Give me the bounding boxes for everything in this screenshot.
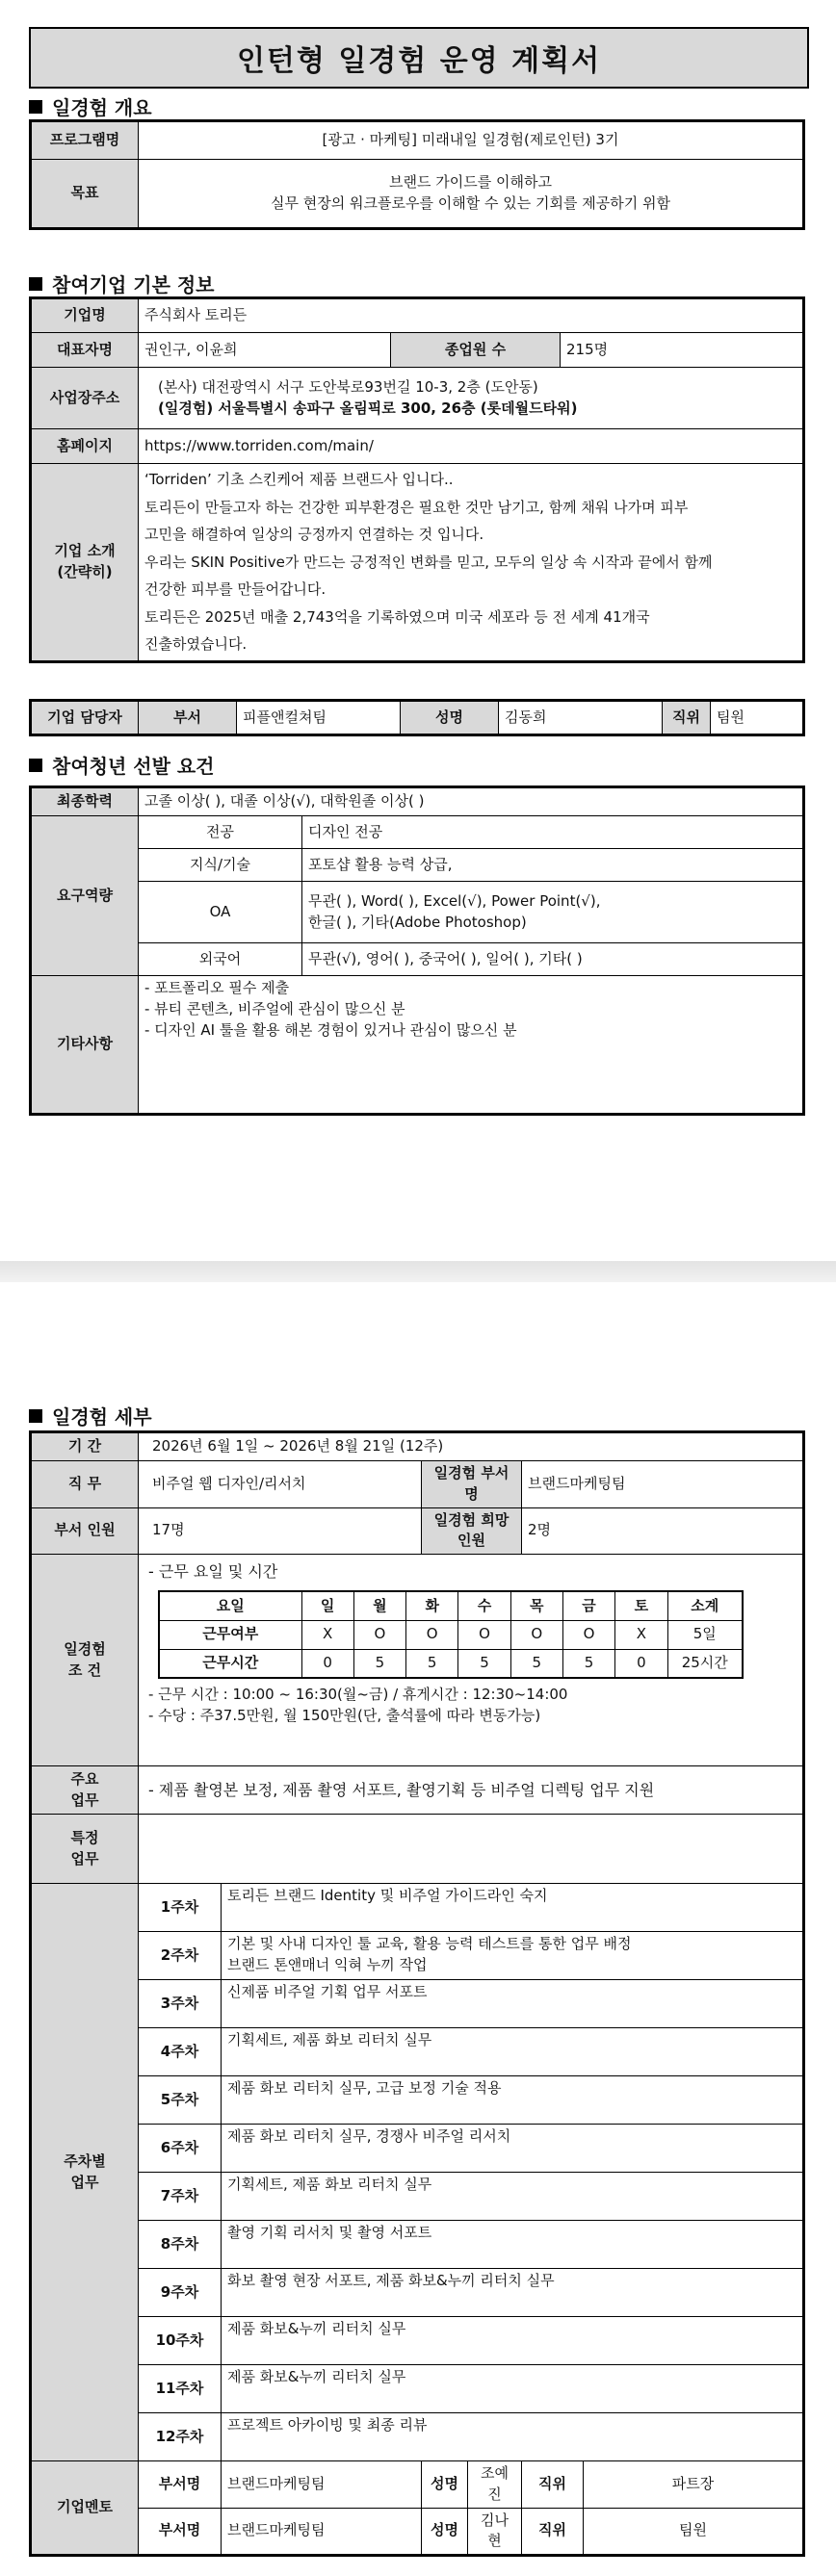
week-label: 11주차 (139, 2365, 222, 2413)
mentor-label: 기업멘토 (31, 2461, 139, 2556)
section-heading-label: 참여청년 선발 요건 (52, 755, 215, 778)
contact-position-value: 팀원 (711, 701, 804, 735)
company-name-value: 주식회사 토리든 (139, 298, 804, 333)
main-duty-value: - 제품 촬영본 보정, 제품 촬영 서포트, 촬영기획 등 비주얼 디렉팅 업무 지원 (139, 1766, 804, 1815)
intro-line: 우리는 SKIN Positive가 만드는 긍정적인 변화를 믿고, 모두의 일상 속 시작과 끝에서 함께 (144, 553, 713, 571)
address-hq: (본사) 대전광역시 서구 도안북로93번길 10-3, 2층 (도안동) (158, 377, 538, 396)
weekly-duty-label (31, 1884, 139, 2461)
skill-value: 포토샵 활용 능력 상급, (302, 849, 804, 882)
skill-label: 지식/기술 (139, 849, 302, 882)
homepage-label: 홈페이지 (31, 429, 139, 464)
goal-label: 목표 (31, 160, 139, 229)
mentor-position-label: 직위 (522, 2508, 584, 2556)
schedule-cell: 25시간 (667, 1649, 743, 1678)
schedule-cell: 0 (301, 1649, 353, 1678)
schedule-header: 소계 (667, 1591, 743, 1620)
intro-line: 토리든은 2025년 매출 2,743억을 기록하였으며 미국 세포라 등 전 세계 41개국 (144, 607, 650, 626)
language-value: 무관(√), 영어( ), 중국어( ), 일어( ), 기타( ) (302, 943, 804, 976)
mentor-dept-value: 브랜드마케팅팀 (222, 2461, 422, 2509)
condition-time: - 근무 시간 : 10:00 ~ 16:30(월~금) / 휴게시간 : 12:30~14:00 (148, 1686, 568, 1704)
mentor-dept-label: 부서명 (139, 2508, 222, 2556)
schedule-header: 토 (615, 1591, 667, 1620)
section-heading-label: 일경험 세부 (52, 1405, 152, 1429)
major-label: 전공 (139, 816, 302, 849)
oa-line: 무관( ), Word( ), Excel(√), Power Point(√), (308, 891, 601, 910)
oa-label: OA (139, 882, 302, 943)
section-heading-label: 일경험 개요 (52, 96, 152, 119)
schedule-header: 일 (301, 1591, 353, 1620)
week-task: 제품 화보 리터치 실무, 경쟁사 비주얼 리서치 (222, 2125, 804, 2173)
special-duty-label-line: 업무 (70, 1849, 99, 1868)
mentor-dept-value: 브랜드마케팅팀 (222, 2508, 422, 2556)
section-heading-overview (29, 92, 152, 120)
week-label: 5주차 (139, 2076, 222, 2125)
competency-label: 요구역량 (31, 816, 139, 976)
intro-label (31, 464, 139, 662)
contact-name-label: 성명 (401, 701, 499, 735)
schedule-header-row (159, 1591, 743, 1620)
goal-value (139, 160, 804, 229)
contact-position-label: 직위 (663, 701, 711, 735)
condition-label (31, 1555, 139, 1766)
special-duty-value (139, 1815, 804, 1884)
week-task: 제품 화보&누끼 리터치 실무 (222, 2317, 804, 2365)
mentor-dept-label: 부서명 (139, 2461, 222, 2509)
week-task: 화보 촬영 현장 서포트, 제품 화보&누끼 리터치 실무 (222, 2269, 804, 2317)
intro-label-line: 기업 소개 (54, 542, 116, 559)
ceo-label: 대표자명 (31, 333, 139, 368)
period-value: 2026년 6월 1일 ~ 2026년 8월 21일 (12주) (139, 1432, 804, 1461)
intro-label-line: (간략히) (57, 562, 113, 580)
etc-label: 기타사항 (31, 976, 139, 1115)
schedule-header: 금 (562, 1591, 614, 1620)
etc-value (139, 976, 804, 1115)
schedule-cell: 5 (510, 1649, 562, 1678)
main-duty-label (31, 1766, 139, 1815)
contact-name-value: 김동희 (499, 701, 663, 735)
oa-value (302, 882, 804, 943)
oa-line: 한글( ), 기타(Adobe Photoshop) (308, 913, 527, 931)
language-label: 외국어 (139, 943, 302, 976)
main-duty-label-line: 주요 (70, 1769, 99, 1788)
week-task: 토리든 브랜드 Identity 및 비주얼 가이드라인 숙지 (222, 1884, 804, 1932)
condition-label-line: 일경험 (64, 1639, 106, 1658)
detail-table (29, 1430, 805, 2557)
intro-line: 진출하였습니다. (144, 635, 248, 653)
overview-table (29, 119, 805, 230)
week-label: 3주차 (139, 1980, 222, 2028)
schedule-row-hours (159, 1649, 743, 1678)
square-bullet-icon (29, 100, 42, 114)
ceo-value: 권인구, 이윤희 (139, 333, 391, 368)
schedule-header: 요일 (159, 1591, 301, 1620)
schedule-cell: 5 (353, 1649, 405, 1678)
section-heading-label: 참여기업 기본 정보 (52, 273, 215, 296)
education-label: 최종학력 (31, 787, 139, 816)
etc-line: - 포트폴리오 필수 제출 (144, 979, 290, 996)
schedule-cell: 5일 (667, 1620, 743, 1649)
week-label: 8주차 (139, 2221, 222, 2269)
mentor-name-value: 조예진 (468, 2461, 522, 2509)
section-heading-detail (29, 1402, 152, 1430)
period-label: 기 간 (31, 1432, 139, 1461)
main-duty-label-line: 업무 (70, 1790, 99, 1809)
contact-dept-label: 부서 (139, 701, 237, 735)
major-value: 디자인 전공 (302, 816, 804, 849)
program-value: [광고 · 마케팅] 미래내일 일경험(제로인턴) 3기 (139, 121, 804, 160)
etc-line: - 뷰티 콘텐츠, 비주얼에 관심이 많으신 분 (144, 999, 405, 1018)
special-duty-label-line: 특정 (70, 1828, 99, 1846)
week-task: 제품 화보 리터치 실무, 고급 보정 기술 적용 (222, 2076, 804, 2125)
requirements-table (29, 786, 805, 1116)
week-task: 기획세트, 제품 화보 리터치 실무 (222, 2028, 804, 2076)
week-label: 2주차 (139, 1932, 222, 1980)
schedule-cell: O (562, 1620, 614, 1649)
week-label: 4주차 (139, 2028, 222, 2076)
hope-count-value: 2명 (522, 1507, 804, 1555)
condition-heading: - 근무 요일 및 시간 (148, 1562, 278, 1581)
weekly-duty-label-line: 주차별 (64, 2151, 106, 2170)
week-task: 기획세트, 제품 화보 리터치 실무 (222, 2173, 804, 2221)
schedule-cell: X (615, 1620, 667, 1649)
week-label: 6주차 (139, 2125, 222, 2173)
square-bullet-icon (29, 759, 42, 772)
address-value (139, 368, 804, 429)
schedule-cell: 0 (615, 1649, 667, 1678)
week-task (222, 1932, 804, 1980)
schedule-header: 화 (406, 1591, 458, 1620)
schedule-cell: O (510, 1620, 562, 1649)
week-task: 촬영 기획 리서치 및 촬영 서포트 (222, 2221, 804, 2269)
education-value: 고졸 이상( ), 대졸 이상(√), 대학원졸 이상( ) (139, 787, 804, 816)
staff-label: 부서 인원 (31, 1507, 139, 1555)
week-label: 10주차 (139, 2317, 222, 2365)
employee-count-label: 종업원 수 (391, 333, 561, 368)
schedule-table (158, 1590, 744, 1679)
page-title: 인턴형 일경험 운영 계획서 (29, 27, 809, 89)
square-bullet-icon (29, 1409, 42, 1423)
square-bullet-icon (29, 277, 42, 291)
week-label: 9주차 (139, 2269, 222, 2317)
address-label: 사업장주소 (31, 368, 139, 429)
condition-label-line: 조 건 (67, 1661, 102, 1679)
page-break (0, 1261, 836, 1282)
week-label: 7주차 (139, 2173, 222, 2221)
weekly-duty-label-line: 업무 (70, 2173, 99, 2191)
intro-line: 고민을 해결하여 일상의 긍정까지 연결하는 것 입니다. (144, 526, 484, 543)
contact-label: 기업 담당자 (31, 701, 139, 735)
address-work: (일경험) 서울특별시 송파구 올림픽로 300, 26층 (롯데월드타워) (158, 399, 578, 417)
special-duty-label (31, 1815, 139, 1884)
company-name-label: 기업명 (31, 298, 139, 333)
intro-line: 건강한 피부를 만들어갑니다. (144, 580, 327, 598)
schedule-header: 수 (458, 1591, 510, 1620)
mentor-name-value: 김나현 (468, 2508, 522, 2556)
staff-value: 17명 (139, 1507, 422, 1555)
etc-line: - 디자인 AI 툴을 활용 해본 경험이 있거나 관심이 많으신 분 (144, 1020, 517, 1039)
duty-label: 직 무 (31, 1461, 139, 1508)
employee-count-value: 215명 (561, 333, 804, 368)
schedule-header: 목 (510, 1591, 562, 1620)
section-heading-company (29, 270, 215, 297)
mentor-position-value: 파트장 (584, 2461, 804, 2509)
mentor-position-label: 직위 (522, 2461, 584, 2509)
contact-table (29, 699, 805, 736)
schedule-cell: 근무여부 (159, 1620, 301, 1649)
schedule-cell: O (458, 1620, 510, 1649)
company-table (29, 296, 805, 663)
mentor-name-label: 성명 (422, 2461, 468, 2509)
goal-line: 실무 현장의 워크플로우를 이해할 수 있는 기회를 제공하기 위함 (271, 194, 670, 212)
homepage-link[interactable]: https://www.torriden.com/main/ (139, 429, 804, 464)
schedule-cell: X (301, 1620, 353, 1649)
work-dept-value: 브랜드마케팅팀 (522, 1461, 804, 1508)
schedule-cell: 5 (406, 1649, 458, 1678)
week-task-line: 브랜드 톤앤매너 익혀 누끼 작업 (227, 1955, 428, 1973)
mentor-name-label: 성명 (422, 2508, 468, 2556)
intro-line: ‘Torriden’ 기초 스킨케어 제품 브랜드사 입니다.. (144, 471, 454, 488)
program-label: 프로그램명 (31, 121, 139, 160)
condition-content (139, 1555, 804, 1766)
week-task: 제품 화보&누끼 리터치 실무 (222, 2365, 804, 2413)
schedule-cell: 5 (562, 1649, 614, 1678)
goal-line: 브랜드 가이드를 이해하고 (389, 173, 552, 192)
schedule-cell: O (353, 1620, 405, 1649)
hope-count-label: 일경험 희망 인원 (422, 1507, 522, 1555)
schedule-cell: 5 (458, 1649, 510, 1678)
duty-value: 비주얼 웹 디자인/리서치 (139, 1461, 422, 1508)
work-dept-label: 일경험 부서명 (422, 1461, 522, 1508)
week-task: 신제품 비주얼 기획 업무 서포트 (222, 1980, 804, 2028)
section-heading-requirements (29, 751, 215, 779)
schedule-cell: O (406, 1620, 458, 1649)
schedule-header: 월 (353, 1591, 405, 1620)
condition-pay: - 수당 : 주37.5만원, 월 150만원(단, 출석률에 따라 변동가능) (148, 1706, 541, 1724)
week-task: 프로젝트 아카이빙 및 최종 리뷰 (222, 2413, 804, 2461)
intro-text (139, 464, 804, 662)
contact-dept-value: 피플앤컬쳐팀 (237, 701, 401, 735)
week-label: 1주차 (139, 1884, 222, 1932)
week-task-line: 기본 및 사내 디자인 툴 교육, 활용 능력 테스트를 통한 업무 배정 (227, 1935, 632, 1952)
schedule-row-workday (159, 1620, 743, 1649)
schedule-cell: 근무시간 (159, 1649, 301, 1678)
mentor-position-value: 팀원 (584, 2508, 804, 2556)
intro-line: 토리든이 만들고자 하는 건강한 피부환경은 필요한 것만 남기고, 함께 채워 나가며 피부 (144, 498, 689, 516)
week-label: 12주차 (139, 2413, 222, 2461)
